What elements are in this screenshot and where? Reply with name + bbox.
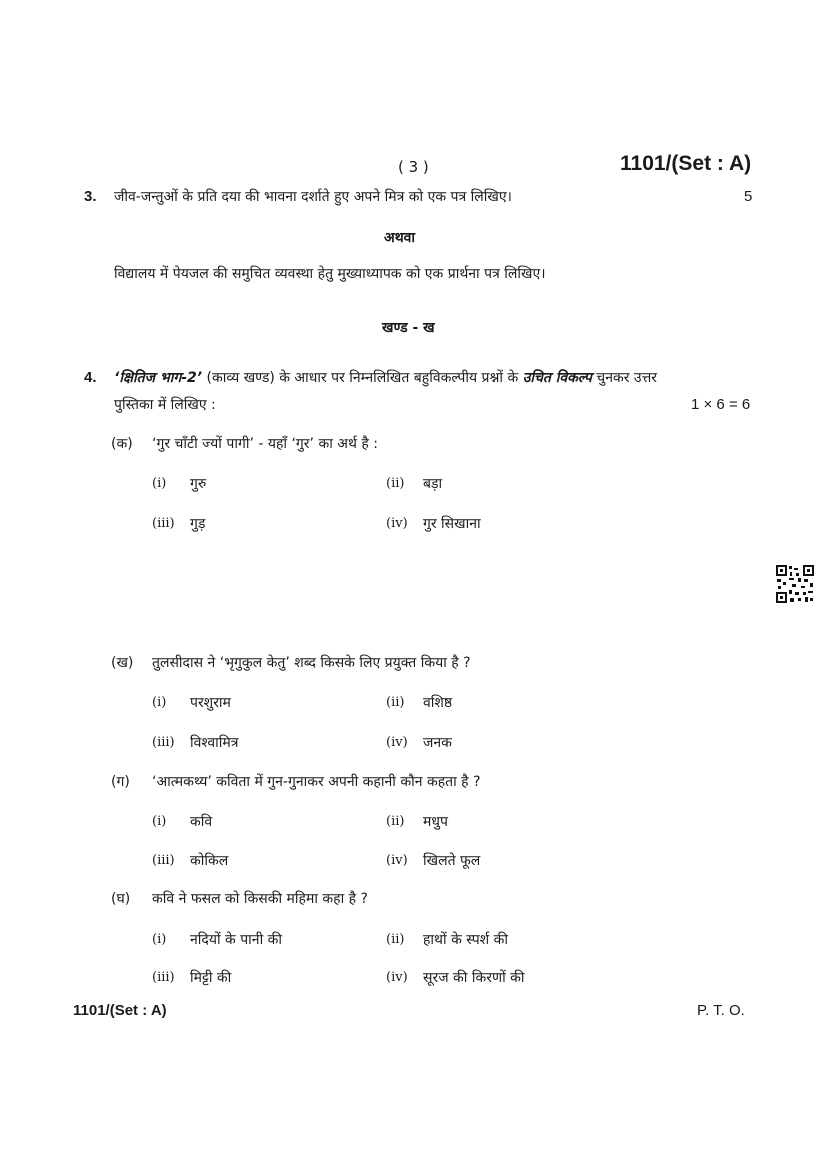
option-text: खिलते फूल [423,853,481,869]
question-3-text: जीव-जन्तुओं के प्रति दया की भावना दर्शाते हुए अपने मित्र को एक पत्र लिखिए। [114,189,512,205]
option-text: विश्वामित्र [190,735,239,751]
emphasis-text: उचित विकल्प [522,370,592,386]
option-number: (ii) [386,814,405,829]
qr-code [776,565,814,603]
book-title: ‘क्षितिज भाग-2’ [114,370,203,386]
option-text: कवि [190,814,213,830]
option-text: बड़ा [423,476,443,492]
question-4-line-1 [114,368,657,387]
option-number: (iv) [386,735,408,750]
option-number: (iv) [386,516,408,531]
subquestion-text: ‘आत्मकथ्य’ कविता में गुन-गुनाकर अपनी कहानी कौन कहता है ? [152,774,481,790]
question-4-text-b: चुनकर उत्तर [591,370,657,386]
pto-label: P. T. O. [697,1002,745,1019]
option-text: गुरु [190,476,207,492]
option-number: (ii) [386,476,405,491]
option-text: सूरज की किरणों की [423,970,525,986]
option-text: जनक [423,735,452,751]
option-text: कोकिल [190,853,229,869]
subquestion-label: (घ) [111,891,131,907]
option-number: (iv) [386,853,408,868]
question-4-marks: 1 × 6 = 6 [691,396,751,413]
subquestion-label: (ग) [111,774,130,790]
option-text: मधुप [423,814,448,830]
option-text: मिट्टी की [190,970,232,986]
page-number: ( 3 ) [398,158,429,176]
option-number: (ii) [386,695,405,710]
option-text: हाथों के स्पर्श की [423,932,509,948]
option-number: (i) [152,814,167,829]
option-number: (i) [152,695,167,710]
option-number: (iii) [152,853,175,868]
option-number: (iv) [386,970,408,985]
option-number: (i) [152,932,167,947]
paper-code-footer: 1101/(Set : A) [73,1002,167,1019]
option-text: गुर सिखाना [423,516,481,532]
option-number: (iii) [152,970,175,985]
or-label: अथवा [384,230,416,246]
question-3-alt-text: विद्यालय में पेयजल की समुचित व्यवस्था हेतु मुख्याध्यापक को एक प्रार्थना पत्र लिखिए। [114,266,546,282]
option-number: (iii) [152,516,175,531]
option-text: वशिष्ठ [423,695,453,711]
option-number: (iii) [152,735,175,750]
question-4-text-a: (काव्य खण्ड) के आधार पर निम्नलिखित बहुविकल्पीय प्रश्नों के [202,370,523,386]
question-3-number: 3. [84,188,97,205]
subquestion-text: कवि ने फसल को किसकी महिमा कहा है ? [152,891,368,907]
option-number: (i) [152,476,167,491]
subquestion-text: तुलसीदास ने ‘भृगुकुल केतु’ शब्द किसके लिए प्रयुक्त किया है ? [152,655,471,671]
section-title: खण्ड - ख [382,320,435,336]
option-text: गुड़ [190,516,206,532]
option-text: परशुराम [190,695,231,711]
subquestion-label: (क) [111,436,133,452]
question-4-line-2: पुस्तिका में लिखिए : [114,397,216,413]
subquestion-label: (ख) [111,655,134,671]
question-3-marks: 5 [744,188,753,205]
option-number: (ii) [386,932,405,947]
option-text: नदियों के पानी की [190,932,283,948]
question-4-number: 4. [84,369,97,386]
subquestion-text: ‘गुर चाँटी ज्यों पागी’ - यहाँ ‘गुर’ का अर्थ है : [152,436,378,452]
paper-code-header: 1101/(Set : A) [620,152,752,175]
